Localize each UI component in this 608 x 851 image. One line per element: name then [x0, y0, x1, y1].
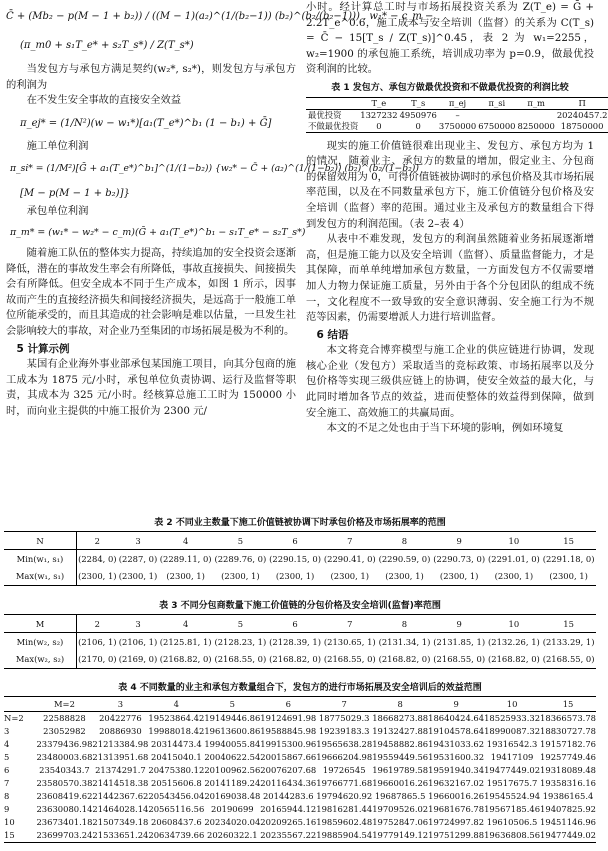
- table4-cell: 19666204.98: [316, 752, 373, 762]
- label-unit-profit: 施工单位利润: [26, 139, 89, 152]
- table2-cell: (2300, 1): [221, 571, 260, 582]
- table3-cell: (2168.82, 0): [269, 654, 321, 665]
- table4-body: [4, 712, 596, 843]
- table1-cell: 8250000: [517, 120, 555, 131]
- formula-top-2: (π_m0 + s₁T_e* + s₂T_s*) / Z(T_s*): [20, 40, 194, 51]
- table4-cell: 20314473.4: [151, 739, 202, 749]
- table4: [4, 696, 596, 843]
- table3-cell: (2168.82, 0): [487, 654, 540, 665]
- table4-cell: 23608419.62: [36, 791, 93, 801]
- table4-cell: 21374291.7: [95, 765, 146, 775]
- table4-header-cell: 9: [453, 698, 459, 709]
- table3-cell: (2168.55, 0): [323, 654, 376, 665]
- table4-cell: 19567185.46: [484, 804, 541, 814]
- table2-cell: (2291.01, 0): [487, 553, 540, 564]
- table2-cell: (2290.59, 0): [378, 553, 431, 564]
- table2-header-cell: 6: [292, 535, 298, 546]
- table2-cell: (2300, 1): [166, 571, 205, 582]
- table4-cell: 19816281.44: [316, 804, 373, 814]
- table1-cell: 0: [376, 120, 382, 131]
- table-row: [4, 790, 596, 803]
- table4-cell: 19724997.82: [428, 817, 485, 827]
- table1-cell: 18750000: [560, 120, 604, 131]
- table4-cell: 20076207.68: [260, 765, 317, 775]
- table3-header-row: [4, 615, 596, 633]
- table3-cell: Min(w₂, s₂): [4, 633, 77, 651]
- table4-cell: 20634739.66: [148, 830, 205, 840]
- table-row: [4, 738, 596, 751]
- table4-row-label: 15: [4, 830, 15, 840]
- table4-row-label: 7: [4, 778, 10, 788]
- table4-cell: 19124691.98: [260, 713, 317, 723]
- table3: [4, 614, 596, 669]
- table4-cell: 20144283.6: [262, 791, 314, 801]
- table4-cell: 19458882.86: [372, 739, 429, 749]
- table4-cell: 19636808.56: [484, 830, 541, 840]
- table4-cell: 19940055.84: [204, 739, 261, 749]
- table4-cell: 20209265.16: [260, 817, 317, 827]
- table4-cell: 19588845.98: [260, 726, 317, 736]
- table1-cell: 6750000: [478, 120, 516, 131]
- table4-cell: 18366573.78: [540, 713, 596, 723]
- table2-cell: (2284, 0): [78, 553, 117, 564]
- table4-cell: 21213384.98: [92, 739, 149, 749]
- table4-cell: 20415040.1: [151, 752, 202, 762]
- table4-cell: 19517675.7: [486, 778, 538, 788]
- table4-cell: 23580570.38: [36, 778, 93, 788]
- table4-cell: 19632167.02: [428, 778, 485, 788]
- table4-cell: 19885904.54: [316, 830, 373, 840]
- table4-cell: 19794620.92: [316, 791, 373, 801]
- table4-cell: 19610506.5: [486, 817, 538, 827]
- table4-cell: 20190699: [210, 804, 254, 814]
- paragraph-value-chain: 现实的施工价值链很难出现业主、发包方、承包方均为 1 的情况，随着业主、承包方的数量的增加，假定业主、分包商的保留效用为 0，可得价值链被协调时的承包价格及其市场拓展率范围，以及在不同数量承包方下，施工价值链分包价格及安全培训（监督）率的范围。通过业主及承包方的数量组合下得到发包方的利润范围。（表 2–表 4）: [306, 139, 594, 230]
- table3-cell: (2168.82, 0): [378, 654, 431, 665]
- table3-header-cell: 2: [94, 618, 100, 629]
- table1-header-cell: π_si: [488, 97, 506, 108]
- table-row: [4, 568, 596, 586]
- table4-cell: 20040622.54: [204, 752, 261, 762]
- table2-cell: (2290.41, 0): [323, 553, 376, 564]
- table4-cell: 23630080.14: [36, 804, 93, 814]
- table4-cell: 19104578.64: [428, 726, 485, 736]
- table3-header-cell: 5: [237, 618, 244, 629]
- paragraph-conclusion: 本文将竞合博弈模型与施工企业的供应链进行协调，发现核心企业（发包方）采取适当的竞标政策、市场拓展率以及分包价格等实现三级供应链上的协调，使安全效益的最大化，与此同时增加各节点的效益，进而使整体的效益得到保障，做到安全施工、高效施工的共赢局面。: [306, 344, 594, 419]
- table4-cell: 23699703.24: [36, 830, 93, 840]
- table1-cell: 4950976: [399, 109, 437, 120]
- table4-header-cell: 6: [285, 698, 291, 709]
- table-row: [4, 633, 596, 651]
- table4-cell: 21414518.38: [92, 778, 149, 788]
- table4-cell: 19451146.96: [540, 817, 596, 827]
- table4-cell: 19318089.48: [540, 765, 596, 775]
- table4-cell: 19386165.4: [542, 791, 594, 801]
- table4-cell: 20515606.8: [151, 778, 202, 788]
- table4-cell: 19431033.62: [428, 739, 485, 749]
- table3-header-cell: 10: [508, 618, 520, 629]
- table2-header-cell: N: [4, 532, 77, 550]
- table2-caption: 表 2 不同业主数量下施工价值链被协调下时承包价格及市场拓展率的范围: [154, 518, 446, 528]
- table2-cell: (2287, 0): [118, 553, 158, 564]
- table4-cell: 20234020.04: [204, 817, 261, 827]
- table-row: [4, 777, 596, 790]
- paragraph-example-continued: 小时。经计算总工时与市场拓展投资关系为 Z(T_e) = Ḡ + 2.2T_e^0.6，施工成本与安全培训（监督）的关系为 C(T_s) = C̄ − 15[T_s / Z(T_s)]^0.45，表 2 为 w₁=2255，w₂=1900 的承包施工系统，培训成功率为 p=0.9，做最优投资利润的比较。: [306, 1, 594, 76]
- table4-cell: 23480003.68: [36, 752, 93, 762]
- table3-header-cell: 15: [563, 618, 574, 629]
- table4-block: [4, 680, 596, 843]
- table1-header-cell: Π: [578, 97, 586, 108]
- table2-cell: (2300, 1): [330, 571, 370, 582]
- table2-header-cell: 3: [135, 535, 141, 546]
- table3-cell: (2169, 0): [118, 654, 158, 665]
- table4-cell: 19779149.12: [372, 830, 429, 840]
- table4-cell: 19660016.26: [372, 778, 429, 788]
- table4-cell: 20165944.12: [260, 804, 317, 814]
- table2-cell: (2300, 1): [385, 571, 424, 582]
- table4-cell: 19915300.96: [260, 739, 317, 749]
- table3-cell: Max(w₂, s₂): [4, 651, 77, 669]
- table4-cell: 19766771.68: [316, 778, 373, 788]
- table3-cell: (2128.23, 1): [214, 636, 267, 647]
- section-heading-6: 6 结语: [316, 328, 349, 341]
- table2-cell: (2300, 1): [549, 571, 588, 582]
- table4-cell: 18830727.78: [540, 726, 596, 736]
- table4-row-label: 4: [4, 739, 10, 749]
- table2-header-row: [4, 532, 596, 550]
- table4-cell: 22588828: [43, 713, 86, 723]
- table4-header-cell: 10: [506, 698, 518, 709]
- table1-cell: 3750000: [438, 120, 477, 131]
- table4-cell: 19316542.3: [486, 739, 538, 749]
- table4-cell: 20608437.6: [151, 817, 202, 827]
- table3-block: [4, 598, 596, 669]
- equation-pi-si-2: [M − p(M − 1 + b₂)]}: [20, 188, 130, 200]
- table4-cell: 21507349.18: [92, 817, 149, 827]
- table4-row-label: 9: [4, 804, 10, 814]
- table4-row-label: 6: [4, 765, 10, 775]
- table4-cell: 18640424.64: [428, 713, 485, 723]
- table4-caption: 表 4 不同数量的业主和承包方数量组合下，发包方的进行市场拓展及安全培训后的效益范围: [118, 683, 482, 693]
- table3-cell: (2106, 1): [78, 636, 117, 647]
- table4-cell: 20116434.36: [260, 778, 317, 788]
- table2-header-cell: 8: [401, 535, 408, 546]
- table4-cell: 19149446.86: [204, 713, 261, 723]
- table2-cell: Min(w₁, s₁): [4, 550, 77, 568]
- table4-cell: 19559449.56: [372, 752, 429, 762]
- paragraph-safety-cost: 随着施工队伍的整体实力提高，持续追加的安全投资会逐渐降低，潜在的事故发生率会有所降低，事故直接损失、间接损失会有所降低。但安全成本不同于生产成本，如图 1 所示，因事故而产生的直接经济损失和间接经济损失，是远高于一般施工单位所能承受的，而且其造成的社会影响是难以估量，一旦发生社会影响较大的事故，对企业乃至集团的市场拓展是极为不利的。: [6, 246, 296, 337]
- table4-header-cell: M=2: [53, 698, 75, 709]
- table1-header-cell: π_ej: [448, 97, 467, 108]
- table3-cell: (2125.81, 1): [159, 636, 212, 647]
- table4-cell: 18668273.88: [372, 713, 429, 723]
- table4-cell: 20260322.1: [206, 830, 258, 840]
- table1-header-cell: T_e: [371, 97, 387, 108]
- table4-cell: 20565116.56: [148, 804, 205, 814]
- table3-cell: (2128.39, 1): [269, 636, 321, 647]
- table2-cell: (2289.11, 0): [159, 553, 212, 564]
- table4-cell: 23673401.18: [36, 817, 93, 827]
- table-row: [4, 725, 596, 738]
- table2-header-cell: 4: [182, 535, 189, 546]
- right-column: [306, 0, 608, 437]
- table4-header-cell: 15: [562, 698, 574, 709]
- table4-cell: 18525933.32: [484, 713, 541, 723]
- table-row: [4, 829, 596, 843]
- table2-cell: (2289.76, 0): [214, 553, 267, 564]
- table4-cell: 19660016.26: [428, 791, 485, 801]
- table4-row-label: 10: [4, 817, 15, 827]
- table-row: [4, 751, 596, 764]
- table4-cell: 19591940.34: [428, 765, 485, 775]
- table2-cell: (2300, 1): [439, 571, 479, 582]
- table4-cell: 18775029.3: [318, 713, 370, 723]
- table1-header-cell: [306, 97, 359, 109]
- table2-cell: (2300, 1): [78, 571, 117, 582]
- table-row: [4, 651, 596, 669]
- table4-cell: 21464028.14: [92, 804, 149, 814]
- table4-cell: 19681676.78: [428, 804, 485, 814]
- paragraph-example: 某国有企业海外事业部承包某国施工项目，向其分包商的施工成本为 1875 元/小时，承包单位负责协调、运行及监督等职责，其成本为 325 元/小时。经核算总施工工时为 150000 小时，而向业主提供的中施工报价为 2300 元/: [6, 358, 296, 417]
- paragraph-contract: 当发包方与承包方满足契约(w₂*, s₂*)，则发包方与承包方的利润为: [6, 63, 296, 91]
- table4-header-cell: 4: [173, 698, 180, 709]
- table-row: [4, 764, 596, 777]
- table3-header-cell: M: [4, 615, 77, 633]
- table1-header-row: [306, 97, 608, 109]
- table4-cell: 19477449.02: [484, 765, 541, 775]
- table-row: [306, 121, 608, 133]
- table4-row-label: 5: [4, 752, 10, 762]
- table4-row-label: 8: [4, 791, 10, 801]
- table4-cell: 21533651.24: [92, 830, 149, 840]
- table3-cell: (2131.85, 1): [433, 636, 486, 647]
- table1-cell: –: [455, 109, 460, 120]
- table4-cell: 23052982: [43, 726, 86, 736]
- table3-cell: (2168.55, 0): [542, 654, 595, 665]
- table4-cell: 21442367.62: [92, 791, 149, 801]
- table1-cell: 1327232: [360, 109, 398, 120]
- table4-cell: 19407825.92: [540, 804, 596, 814]
- table4-cell: 20422776: [99, 713, 142, 723]
- table4-header-cell: 5: [229, 698, 235, 709]
- table2-header-cell: 2: [94, 535, 100, 546]
- table-row: [306, 109, 608, 121]
- table4-cell: 19358316.16: [540, 778, 596, 788]
- table3-cell: (2132.26, 1): [487, 636, 540, 647]
- table-row: [4, 550, 596, 568]
- table4-cell: 21313951.68: [92, 752, 149, 762]
- table4-cell: 19619789.58: [372, 765, 429, 775]
- table2: [4, 531, 596, 586]
- table4-header-cell: 3: [117, 698, 124, 709]
- table2-header-cell: 5: [237, 535, 244, 546]
- label-safety-benefit: 在不发生安全事故的直接安全效益: [26, 94, 182, 107]
- table4-cell: 19157182.76: [540, 739, 596, 749]
- table1-cell: [477, 109, 516, 121]
- table3-cell: (2170, 0): [78, 654, 117, 665]
- paragraph-limitations: 本文的不足之处也由于当下环境的影响，例如环境复: [326, 422, 564, 435]
- table3-cell: (2131.34, 1): [378, 636, 431, 647]
- equation-pi-m: π_m* = (w₁* − w₂* − c_m)(Ḡ + a₁(T_e*)^b₁ − s₁T_e* − s₂T_s*): [10, 226, 306, 238]
- table4-cell: 19709526.02: [372, 804, 429, 814]
- table4-row-label: 3: [4, 726, 10, 736]
- table3-header-cell: 3: [135, 618, 141, 629]
- table1-header-cell: π_m: [527, 97, 545, 108]
- paragraph-findings: 从表中不难发现，发包方的利润虽然随着业务拓展逐渐增高，但是施工能力以及安全培训（监督）、质量监督能力，才是其保障，而单单纯增加承包方数量，一方面发包方不仅需要增加人力物力保证施工质量，另外由于各个分包团队的组成不统一，文化程度不一致导致的安全意识薄弱、安全施工行为不规范等因素，仍需要增派人力进行培训监督。: [306, 233, 594, 324]
- table2-cell: (2290.15, 0): [269, 553, 321, 564]
- table4-cell: 19988018.42: [148, 726, 205, 736]
- table4-cell: 19687865.5: [374, 791, 426, 801]
- table4-cell: 19531600.32: [428, 752, 485, 762]
- table4-cell: 23540343.7: [39, 765, 90, 775]
- table3-header-cell: 7: [347, 618, 353, 629]
- table1-cell: 0: [415, 120, 421, 131]
- table4-cell: 20235567.22: [260, 830, 317, 840]
- section-heading-5: 5 计算示例: [16, 342, 70, 355]
- label-contractor-profit: 承包单位利润: [26, 205, 89, 218]
- table4-cell: 20543456.04: [148, 791, 205, 801]
- table4-cell: 20015867.66: [260, 752, 317, 762]
- table1-cell: 20240457.2: [556, 109, 608, 120]
- table3-cell: (2168.55, 0): [214, 654, 267, 665]
- table4-cell: 19565638.28: [316, 739, 373, 749]
- table1-cell: 不做最优投资: [308, 120, 359, 131]
- table1: [306, 97, 608, 133]
- table1-cell: [517, 109, 556, 121]
- table4-row-label: N=2: [4, 713, 24, 723]
- table4-header-row: [4, 697, 596, 712]
- table2-cell: (2300, 1): [275, 571, 315, 582]
- table3-cell: (2168.82, 0): [159, 654, 212, 665]
- table3-caption: 表 3 不同分包商数量下施工价值链的分包价格及安全培训(监督)率范围: [159, 601, 441, 611]
- table2-block: [4, 515, 596, 586]
- formula-top-1: C̄ + (Mb₂ − p(M − 1 + b₂)) / ((M − 1)(a₂)^(1/(b₂−1)) (b₂)^(b₂/(b₂−1))) , w₁* − c_m −: [6, 11, 434, 22]
- equation-pi-ej: π_ej* = (1/N²)(w − w₁*)[a₁(T_e*)^b₁ (1 − b₁) + Ḡ]: [20, 117, 272, 129]
- table3-cell: (2168.55, 0): [433, 654, 486, 665]
- table2-header-cell: 9: [456, 535, 462, 546]
- table4-cell: 20886930: [99, 726, 142, 736]
- table3-cell: (2130.65, 1): [323, 636, 376, 647]
- table4-cell: 23379436.98: [36, 739, 93, 749]
- table4-cell: 19257749.46: [540, 752, 596, 762]
- table1-header-cell: T_s: [411, 97, 426, 108]
- table4-cell: 19239183.3: [318, 726, 370, 736]
- table2-header-cell: 15: [563, 535, 574, 546]
- table2-header-cell: 7: [347, 535, 353, 546]
- table3-header-cell: 8: [401, 618, 408, 629]
- table4-cell: 18990087.32: [484, 726, 541, 736]
- table2-cell: Max(w₁, s₁): [4, 568, 77, 586]
- table-row: [4, 816, 596, 829]
- table4-header-cell: 8: [397, 698, 403, 709]
- table4-cell: 19417109: [490, 752, 534, 762]
- table4-cell: 19726545: [322, 765, 366, 775]
- table3-cell: (2106, 1): [118, 636, 158, 647]
- table4-header-cell: 7: [341, 698, 347, 709]
- table4-header-cell: [4, 697, 36, 712]
- table4-cell: 20141189.24: [204, 778, 261, 788]
- table4-cell: 19859602.48: [316, 817, 373, 827]
- table3-header-cell: 9: [456, 618, 462, 629]
- table4-cell: 20169038.48: [204, 791, 261, 801]
- table1-cell: 最优投资: [308, 109, 342, 120]
- table2-cell: (2300, 1): [494, 571, 534, 582]
- table3-header-cell: 6: [292, 618, 298, 629]
- table4-cell: 19477449.02: [540, 830, 596, 840]
- table2-header-cell: 10: [508, 535, 520, 546]
- table1-caption: 表 1 发包方、承包方做最优投资和不做最优投资的利润比较: [331, 82, 569, 93]
- table4-cell: 19751299.88: [428, 830, 485, 840]
- table3-header-cell: 4: [182, 618, 189, 629]
- table3-cell: (2133.29, 1): [542, 636, 595, 647]
- table4-cell: 19613600.86: [204, 726, 261, 736]
- table4-cell: 19132427.88: [372, 726, 429, 736]
- table4-cell: 19545524.94: [484, 791, 541, 801]
- table-row: [4, 712, 596, 726]
- table2-cell: (2291.18, 0): [542, 553, 595, 564]
- table4-cell: 20475380.12: [148, 765, 205, 775]
- table-row: [4, 803, 596, 816]
- equation-pi-si-1: π_si* = (1/M²)[Ḡ + a₁(T_e*)^b₁]^(1/(1−b₂)) {w₂* − C̄ + (a₂)^(1/(1−b₂)) (b₂)^(b₂/(1−b₂)): [10, 163, 419, 175]
- table2-cell: (2290.73, 0): [433, 553, 486, 564]
- table4-cell: 19523864.42: [148, 713, 205, 723]
- table4-cell: 19752847.06: [372, 817, 429, 827]
- table2-cell: (2300, 1): [118, 571, 158, 582]
- table4-cell: 20100962.56: [204, 765, 261, 775]
